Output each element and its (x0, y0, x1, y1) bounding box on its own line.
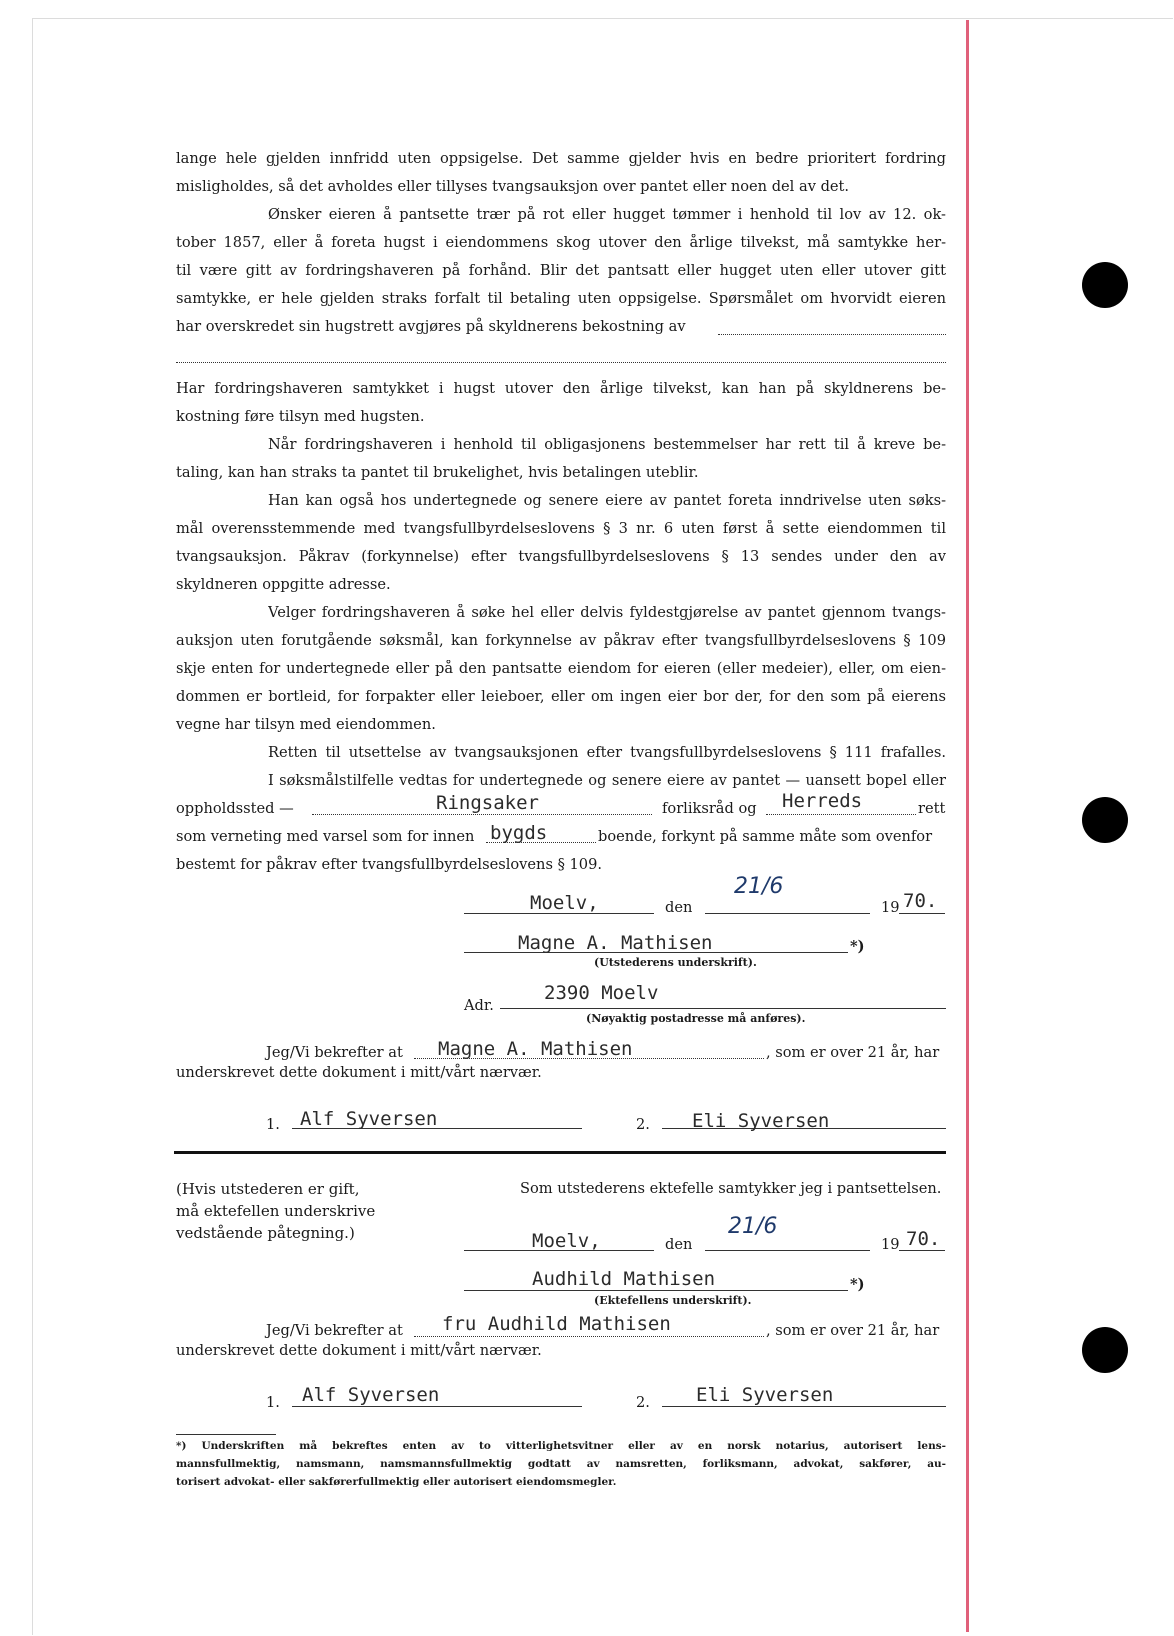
witness-confirm-suffix: , som er over 21 år, har (766, 1322, 940, 1339)
venue-place: Ringsaker (436, 792, 539, 814)
red-margin-rule (966, 20, 969, 1632)
year-line (899, 913, 945, 914)
year-suffix: 70. (903, 890, 938, 912)
issuer-place: Moelv, (530, 892, 599, 914)
body-line: vegne har tilsyn med eiendommen. (176, 716, 436, 733)
spouse-note-line: må ektefellen underskrive (176, 1202, 376, 1220)
den-label: den (665, 1236, 693, 1253)
signature-line (464, 1290, 848, 1291)
page-frame (32, 18, 1173, 1635)
body-line: samtykke, er hele gjelden straks forfalt til betaling uten oppsigelse. Spørsmålet om hvorvidt eieren (176, 290, 946, 307)
footnote-line: torisert advokat- eller sakførerfullmektig eller autorisert eiendomsmegler. (176, 1476, 617, 1488)
spouse-place: Moelv, (532, 1230, 601, 1252)
venue-line2-suffix: boende, forkynt på samme måte som ovenfor (598, 828, 933, 845)
year-suffix: 70. (906, 1228, 941, 1250)
spouse-name: Audhild Mathisen (532, 1268, 716, 1290)
signature-caption: (Ektefellens underskrift). (594, 1294, 752, 1307)
body-line: misligholdes, så det avholdes eller tillyses tvangsauksjon over pantet eller noen del av det. (176, 178, 850, 195)
body-line: Han kan også hos undertegnede og senere eiere av pantet foreta inndrivelse uten søks- (268, 492, 946, 509)
spouse-consent: Som utstederens ektefelle samtykker jeg i pantsettelsen. (520, 1180, 942, 1197)
witness-number: 1. (266, 1394, 280, 1411)
issuer-name: Magne A. Mathisen (518, 932, 713, 954)
den-label: den (665, 899, 693, 916)
punch-hole (1082, 1327, 1128, 1373)
body-line: tvangsauksjon. Påkrav (forkynnelse) efter tvangsfullbyrdelseslovens § 13 sendes under den av (176, 548, 946, 565)
issuer-address: 2390 Moelv (544, 982, 659, 1004)
body-line: dommen er bortleid, for forpakter eller leieboer, eller om ingen eier bor der, for den som på eierens (176, 688, 946, 705)
body-line: lange hele gjelden innfridd uten oppsigelse. Det samme gjelder hvis en bedre prioritert fordring (176, 150, 946, 167)
witness-1-name: Alf Syversen (300, 1108, 438, 1130)
issuer-date: 21/6 (734, 874, 784, 899)
fill-line (414, 1336, 764, 1337)
date-line (705, 913, 870, 914)
witness-statement: underskrevet dette dokument i mitt/vårt nærvær. (176, 1342, 542, 1359)
body-line: til være gitt av fordringshaveren på forhånd. Blir det pantsatt eller hugget uten eller utover gitt (176, 262, 946, 279)
year-line (899, 1250, 945, 1251)
body-line: Har fordringshaveren samtykket i hugst utover den årlige tilvekst, kan han på skyldnerens be- (176, 380, 946, 397)
body-line: mål overensstemmende med tvangsfullbyrdelseslovens § 3 nr. 6 uten først å sette eiendommen til (176, 520, 946, 537)
venue-prefix: oppholdssted — (176, 800, 294, 817)
address-label: Adr. (464, 997, 494, 1014)
venue-court: Herreds (782, 790, 863, 812)
date-line (705, 1250, 870, 1251)
body-line: auksjon uten forutgående søksmål, kan forkynnelse av påkrav efter tvangsfullbyrdelseslovens § 109 (176, 632, 946, 649)
witness-confirm-prefix: Jeg/Vi bekrefter at (266, 1322, 403, 1339)
body-line: kostning føre tilsyn med hugsten. (176, 408, 425, 425)
footnote-line: mannsfullmektig, namsmann, namsmannsfullmektig godtatt av namsretten, forliksmann, advokat, sakfører, au- (176, 1458, 946, 1470)
witness-2-name: Eli Syversen (692, 1110, 830, 1132)
venue-mid: forliksråd og (662, 800, 757, 817)
witness-line (662, 1406, 946, 1407)
witness-confirm-name: fru Audhild Mathisen (442, 1313, 671, 1335)
spouse-note-line: (Hvis utstederen er gift, (176, 1180, 360, 1198)
body-line: Ønsker eieren å pantsette trær på rot eller hugget tømmer i henhold til lov av 12. ok- (268, 206, 946, 223)
witness-2-name: Eli Syversen (696, 1384, 834, 1406)
punch-hole (1082, 262, 1128, 308)
fill-line (312, 814, 652, 815)
body-line: I søksmålstilfelle vedtas for undertegnede og senere eiere av pantet — uansett bopel eller (268, 772, 946, 789)
witness-confirm-name: Magne A. Mathisen (438, 1038, 633, 1060)
body-line: tober 1857, eller å foreta hugst i eiendommens skog utover den årlige tilvekst, må samtykke her- (176, 234, 946, 251)
fill-line (766, 814, 916, 815)
witness-number: 1. (266, 1116, 280, 1133)
punch-hole (1082, 797, 1128, 843)
witness-1-name: Alf Syversen (302, 1384, 440, 1406)
witness-line (292, 1406, 582, 1407)
witness-confirm-prefix: Jeg/Vi bekrefter at (266, 1044, 403, 1061)
section-divider (174, 1151, 946, 1154)
body-line: skyldneren oppgitte adresse. (176, 576, 391, 593)
footnote-marker: *) (850, 938, 865, 955)
witness-confirm-suffix: , som er over 21 år, har (766, 1044, 940, 1061)
witness-number: 2. (636, 1116, 650, 1133)
footnote-marker: *) (850, 1276, 865, 1293)
fill-line (176, 362, 946, 363)
venue-post: rett (918, 800, 946, 817)
footnote-line: *) Underskriften må bekreftes enten av to vitterlighetsvitner eller av en norsk notarius, autorisert lens- (176, 1440, 946, 1452)
spouse-date: 21/6 (728, 1214, 778, 1239)
body-line: Velger fordringshaveren å søke hel eller delvis fyldestgjørelse av pantet gjennom tvangs- (268, 604, 946, 621)
fill-line (718, 334, 946, 335)
venue-district: bygds (490, 822, 548, 844)
signature-caption: (Utstederens underskrift). (594, 956, 757, 969)
body-line: skje enten for undertegnede eller på den pantsatte eiendom for eieren (eller medeier), eller, om eien- (176, 660, 946, 677)
spouse-note-line: vedstående påtegning.) (176, 1224, 355, 1242)
year-prefix: 19 (881, 1236, 900, 1253)
venue-line3: bestemt for påkrav efter tvangsfullbyrdelseslovens § 109. (176, 856, 603, 873)
body-line: taling, kan han straks ta pantet til brukelighet, hvis betalingen uteblir. (176, 464, 699, 481)
footnote-rule (176, 1434, 276, 1435)
witness-number: 2. (636, 1394, 650, 1411)
witness-statement: underskrevet dette dokument i mitt/vårt nærvær. (176, 1064, 542, 1081)
body-line: Når fordringshaveren i henhold til obligasjonens bestemmelser har rett til å kreve be- (268, 436, 946, 453)
body-line: har overskredet sin hugstrett avgjøres på skyldnerens bekostning av (176, 318, 686, 335)
address-caption: (Nøyaktig postadresse må anføres). (586, 1012, 806, 1025)
year-prefix: 19 (881, 899, 900, 916)
venue-line2-prefix: som verneting med varsel som for innen (176, 828, 475, 845)
address-line (500, 1008, 946, 1009)
body-line: Retten til utsettelse av tvangsauksjonen efter tvangsfullbyrdelseslovens § 111 frafalles. (268, 744, 946, 761)
